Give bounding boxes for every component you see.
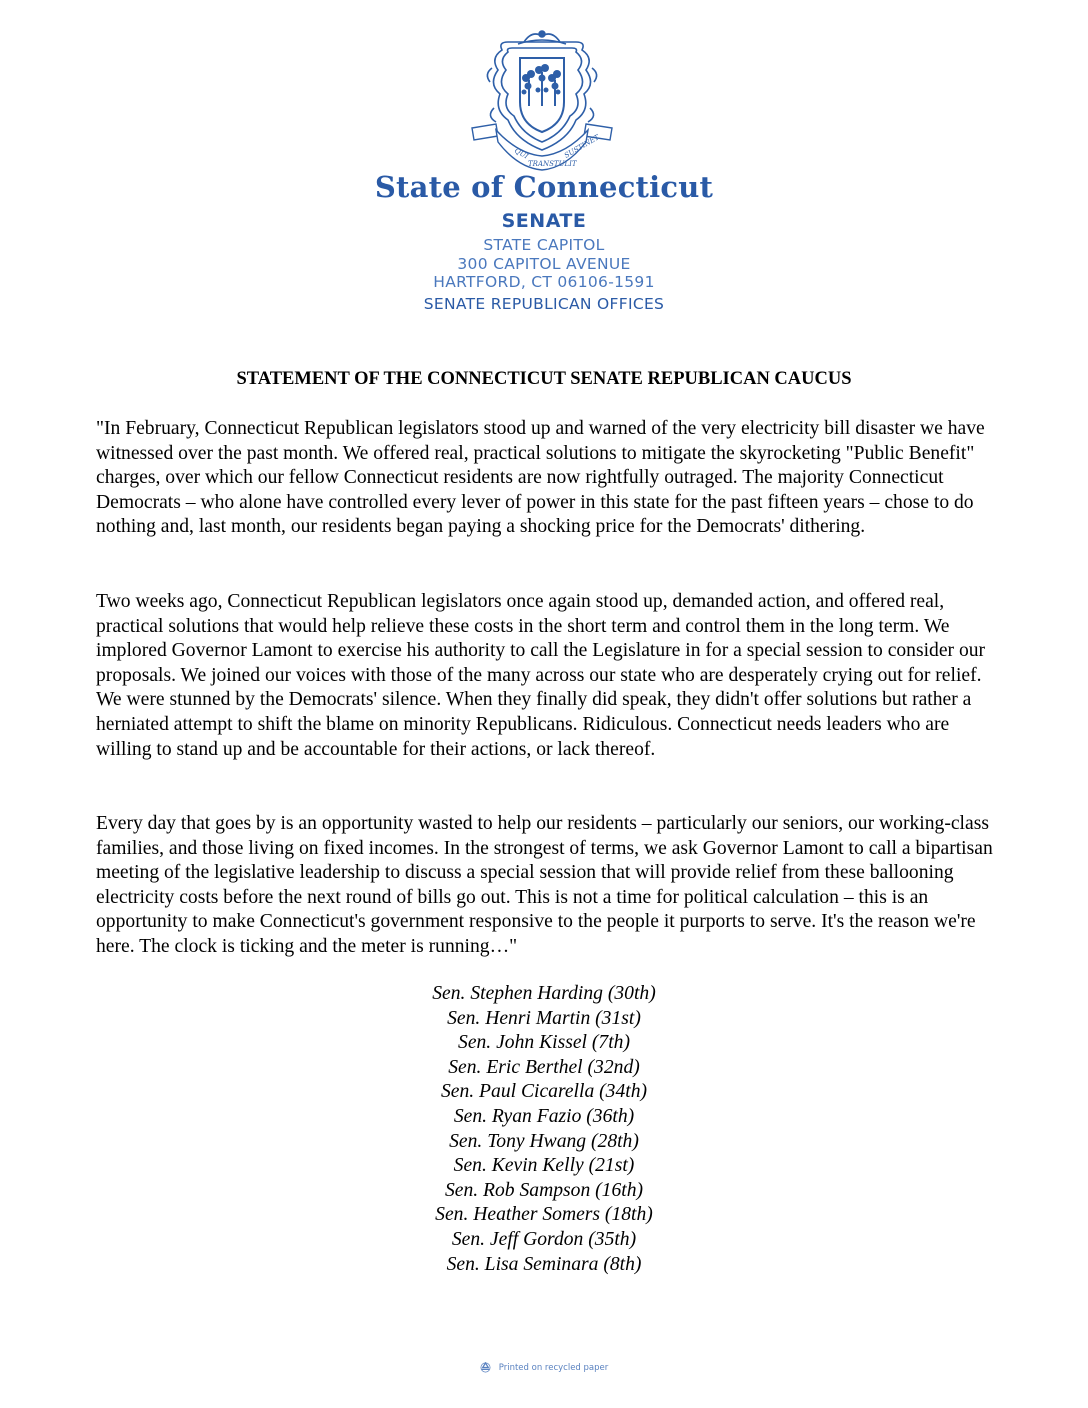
signer-name: Sen. Rob Sampson (16th) [444,1179,644,1201]
signer-name: Sen. Henri Martin (31st) [447,1007,641,1029]
statement-paragraph: Every day that goes by is an opportunity wasted to help our residents – particularly our seniors, our working-class families, and those living on fixed incomes. In the strongest of terms, we ask Governor Lamont to call a bipartisan meeting of the legislative leadership to discuss a special session that will provide relief from these ballooning electricity costs before the next round of bills go out. This is not a time for political calculation – this is an opportunity to make Connecticut's government responsive to the people it purports to serve. It's the reason we're here. The clock is ticking and the meter is running…" [96,813,993,957]
svg-text:TRANSTULIT: TRANSTULIT [528,160,577,168]
footer [0,1362,1088,1373]
signer-name: Sen. Lisa Seminara (8th) [446,1253,642,1275]
signer-name: Sen. Eric Berthel (32nd) [448,1056,640,1078]
svg-text:QUI: QUI [513,146,530,161]
statement-paragraph: Two weeks ago, Connecticut Republican legislators once again stood up, demanded action, and offered real, practical solutions that would help relieve these costs in the short term and control them in the long term. We implored Governor Lamont to exercise his authority to call the Legislature in for a special session to consider our proposals. We joined our voices with those of the many across our state who are desperately crying out for relief. We were stunned by the Democrats' silence. When they finally did speak, they didn't offer solutions but rather a herniated attempt to shift the blame on minority Republicans. Ridiculous. Connecticut needs leaders who are willing to stand up and be accountable for their actions, or lack thereof. [96,591,986,760]
signer-name: Sen. Jeff Gordon (35th) [451,1228,637,1250]
signer-name: Sen. Paul Cicarella (34th) [440,1081,648,1103]
signer-list [0,982,1088,1277]
signer-name: Sen. Heather Somers (18th) [435,1204,653,1226]
recycle-icon [480,1362,491,1373]
signer-name: Sen. Kevin Kelly (21st) [453,1155,635,1177]
chamber-name: SENATE [501,210,587,232]
state-name: State of Connecticut [374,170,714,204]
signer-name: Sen. Stephen Harding (30th) [432,983,656,1004]
statement-paragraph: "In February, Connecticut Republican legislators stood up and warned of the very electricity bill disaster we have witnessed over the past month. We offered real, practical solutions to mitigate the skyrocketing "Public Benefit" charges, over which our fellow Connecticut residents are now rightfully outraged. The majority Connecticut Democrats – who alone have controlled every lever of power in this state for the past fifteen years – chose to do nothing and, last month, our residents began paying a shocking price for the Democrats' dithering. [96,418,985,538]
office-name: SENATE REPUBLICAN OFFICES [423,295,665,313]
signer-name: Sen. John Kissel (7th) [458,1032,630,1054]
svg-text:SUSTINET: SUSTINET [563,133,601,160]
signer-name: Sen. Ryan Fazio (36th) [453,1105,635,1127]
address-line: HARTFORD, CT 06106-1591 [433,273,655,291]
address-line: 300 CAPITOL AVENUE [457,255,631,273]
statement-title: STATEMENT OF THE CONNECTICUT SENATE REPUBLICAN CAUCUS [236,369,852,389]
footer-text: Printed on recycled paper [498,1363,609,1373]
signer-name: Sen. Tony Hwang (28th) [449,1130,639,1152]
connecticut-seal-icon [462,28,622,174]
address-line: STATE CAPITOL [483,236,605,254]
